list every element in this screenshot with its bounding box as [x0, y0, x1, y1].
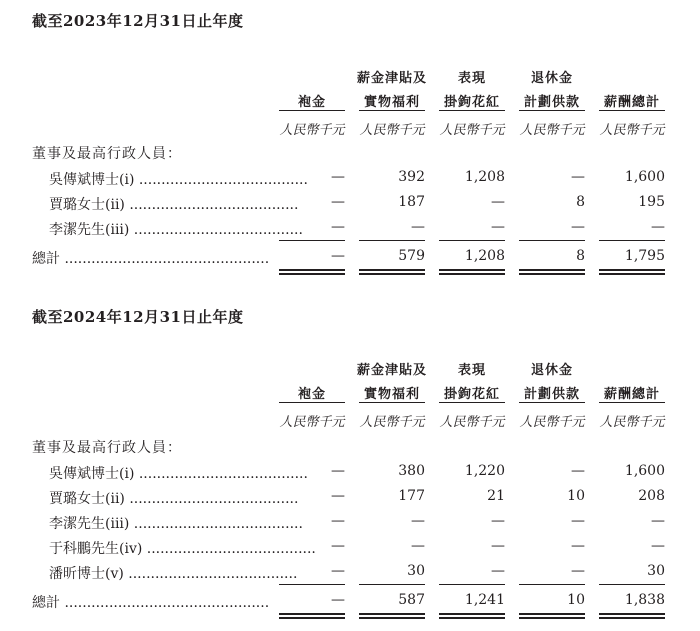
total-double-rule: [519, 273, 585, 275]
table-row: [0, 169, 700, 191]
cell-bonus: —: [491, 219, 505, 235]
cell-total: 208: [638, 488, 665, 504]
row-label: 賈璐女士(ii) ......................................: [49, 491, 299, 507]
total-double-rule: [599, 617, 665, 619]
category-label: 董事及最高行政人員：: [32, 440, 182, 456]
total-label: 總計 ..............................................: [32, 251, 270, 267]
subtotal-rule: [439, 240, 505, 241]
unit-label: 人民幣千元: [519, 415, 585, 430]
row-label: 吳傳斌博士(i) ......................................: [49, 172, 308, 188]
total-double-rule: [599, 613, 665, 615]
cell-bonus: 21: [487, 488, 505, 504]
total-salary: 587: [398, 592, 425, 608]
header-rule: [359, 402, 425, 403]
category-label: 董事及最高行政人員：: [32, 146, 182, 162]
header-rule: [279, 402, 345, 403]
cell-salary: —: [411, 538, 425, 554]
cell-bonus: —: [491, 194, 505, 210]
subtotal-rule: [279, 584, 345, 585]
cell-salary: 380: [398, 463, 425, 479]
header-rule: [519, 110, 585, 111]
cell-fees: —: [331, 169, 345, 185]
cell-salary: 177: [398, 488, 425, 504]
total-double-rule: [599, 269, 665, 271]
table-title: 截至2024年12月31日止年度: [32, 308, 244, 326]
subtotal-rule: [359, 584, 425, 585]
cell-salary: 30: [407, 563, 425, 579]
total-double-rule: [519, 269, 585, 271]
total-double-rule: [519, 613, 585, 615]
cell-fees: —: [331, 488, 345, 504]
col-header-salary-line1: 薪金津貼及: [357, 71, 428, 86]
total-sum: 1,795: [624, 248, 665, 264]
header-rule: [279, 110, 345, 111]
col-header-salary-line2: 實物福利: [363, 387, 420, 402]
cell-fees: —: [331, 194, 345, 210]
header-rule: [599, 110, 665, 111]
row-label: 于科鵬先生(iv) ......................................: [49, 541, 316, 557]
table-row: [0, 513, 700, 535]
total-row: [0, 592, 700, 614]
col-header-pension-line2: 計劃供款: [523, 387, 580, 402]
unit-label: 人民幣千元: [439, 415, 505, 430]
total-double-rule: [359, 617, 425, 619]
cell-total: 1,600: [624, 463, 665, 479]
cell-bonus: 1,220: [464, 463, 505, 479]
total-double-rule: [359, 613, 425, 615]
subtotal-rule: [599, 584, 665, 585]
col-header-bonus-line1: 表現: [457, 363, 486, 378]
unit-label: 人民幣千元: [599, 123, 665, 138]
cell-total: —: [651, 513, 665, 529]
total-double-rule: [439, 613, 505, 615]
cell-fees: —: [331, 538, 345, 554]
cell-total: 195: [638, 194, 665, 210]
total-label: 總計 ..............................................: [32, 595, 270, 611]
cell-salary: —: [411, 219, 425, 235]
cell-fees: —: [331, 219, 345, 235]
cell-total: 30: [647, 563, 665, 579]
header-rule: [439, 110, 505, 111]
col-header-fees-line2: 袍金: [297, 387, 326, 402]
total-bonus: 1,208: [464, 248, 505, 264]
subtotal-rule: [439, 584, 505, 585]
cell-salary: —: [411, 513, 425, 529]
total-pension: 8: [576, 248, 585, 264]
cell-pension: —: [571, 219, 585, 235]
cell-total: 1,600: [624, 169, 665, 185]
header-rule: [359, 110, 425, 111]
cell-pension: —: [571, 563, 585, 579]
cell-fees: —: [331, 563, 345, 579]
col-header-pension-line2: 計劃供款: [523, 95, 580, 110]
row-label: 李潔先生(iii) ......................................: [49, 516, 303, 532]
row-label: 賈璐女士(ii) ......................................: [49, 197, 299, 213]
total-row: [0, 248, 700, 270]
cell-bonus: —: [491, 513, 505, 529]
unit-label: 人民幣千元: [359, 123, 425, 138]
total-fees: —: [331, 592, 345, 608]
cell-pension: —: [571, 463, 585, 479]
table-row: [0, 463, 700, 485]
total-double-rule: [439, 269, 505, 271]
unit-label: 人民幣千元: [279, 123, 345, 138]
total-double-rule: [359, 269, 425, 271]
col-header-bonus-line2: 掛鉤花紅: [443, 95, 500, 110]
unit-label: 人民幣千元: [279, 415, 345, 430]
col-header-total-line2: 薪酬總計: [603, 387, 660, 402]
total-double-rule: [519, 617, 585, 619]
table-2023: [0, 0, 700, 300]
cell-salary: 392: [398, 169, 425, 185]
total-double-rule: [439, 273, 505, 275]
col-header-total-line2: 薪酬總計: [603, 95, 660, 110]
cell-pension: —: [571, 169, 585, 185]
total-salary: 579: [398, 248, 425, 264]
cell-fees: —: [331, 463, 345, 479]
subtotal-rule: [359, 240, 425, 241]
col-header-bonus-line2: 掛鉤花紅: [443, 387, 500, 402]
header-rule: [439, 402, 505, 403]
row-label: 吳傳斌博士(i) ......................................: [49, 466, 308, 482]
col-header-fees-line2: 袍金: [297, 95, 326, 110]
total-double-rule: [279, 269, 345, 271]
header-rule: [599, 402, 665, 403]
col-header-bonus-line1: 表現: [457, 71, 486, 86]
col-header-pension-line1: 退休金: [530, 363, 573, 378]
subtotal-rule: [519, 584, 585, 585]
total-fees: —: [331, 248, 345, 264]
total-double-rule: [599, 273, 665, 275]
total-double-rule: [359, 273, 425, 275]
unit-label: 人民幣千元: [359, 415, 425, 430]
row-label: 李潔先生(iii) ......................................: [49, 222, 303, 238]
total-sum: 1,838: [624, 592, 665, 608]
cell-salary: 187: [398, 194, 425, 210]
total-pension: 10: [567, 592, 585, 608]
subtotal-rule: [519, 240, 585, 241]
cell-bonus: 1,208: [464, 169, 505, 185]
cell-total: —: [651, 538, 665, 554]
col-header-pension-line1: 退休金: [530, 71, 573, 86]
unit-label: 人民幣千元: [599, 415, 665, 430]
cell-total: —: [651, 219, 665, 235]
row-label: 潘昕博士(v) ......................................: [49, 566, 298, 582]
table-row: [0, 538, 700, 560]
total-double-rule: [279, 613, 345, 615]
col-header-salary-line1: 薪金津貼及: [357, 363, 428, 378]
col-header-salary-line2: 實物福利: [363, 95, 420, 110]
table-2024: [0, 296, 700, 631]
table-row: [0, 194, 700, 216]
total-double-rule: [439, 617, 505, 619]
cell-pension: —: [571, 513, 585, 529]
table-title: 截至2023年12月31日止年度: [32, 12, 244, 30]
cell-fees: —: [331, 513, 345, 529]
cell-bonus: —: [491, 538, 505, 554]
subtotal-rule: [599, 240, 665, 241]
table-row: [0, 563, 700, 585]
unit-label: 人民幣千元: [439, 123, 505, 138]
header-rule: [519, 402, 585, 403]
subtotal-rule: [279, 240, 345, 241]
unit-label: 人民幣千元: [519, 123, 585, 138]
total-double-rule: [279, 617, 345, 619]
cell-pension: 8: [576, 194, 585, 210]
table-row: [0, 219, 700, 241]
total-bonus: 1,241: [464, 592, 505, 608]
table-row: [0, 488, 700, 510]
cell-bonus: —: [491, 563, 505, 579]
total-double-rule: [279, 273, 345, 275]
cell-pension: —: [571, 538, 585, 554]
cell-pension: 10: [567, 488, 585, 504]
